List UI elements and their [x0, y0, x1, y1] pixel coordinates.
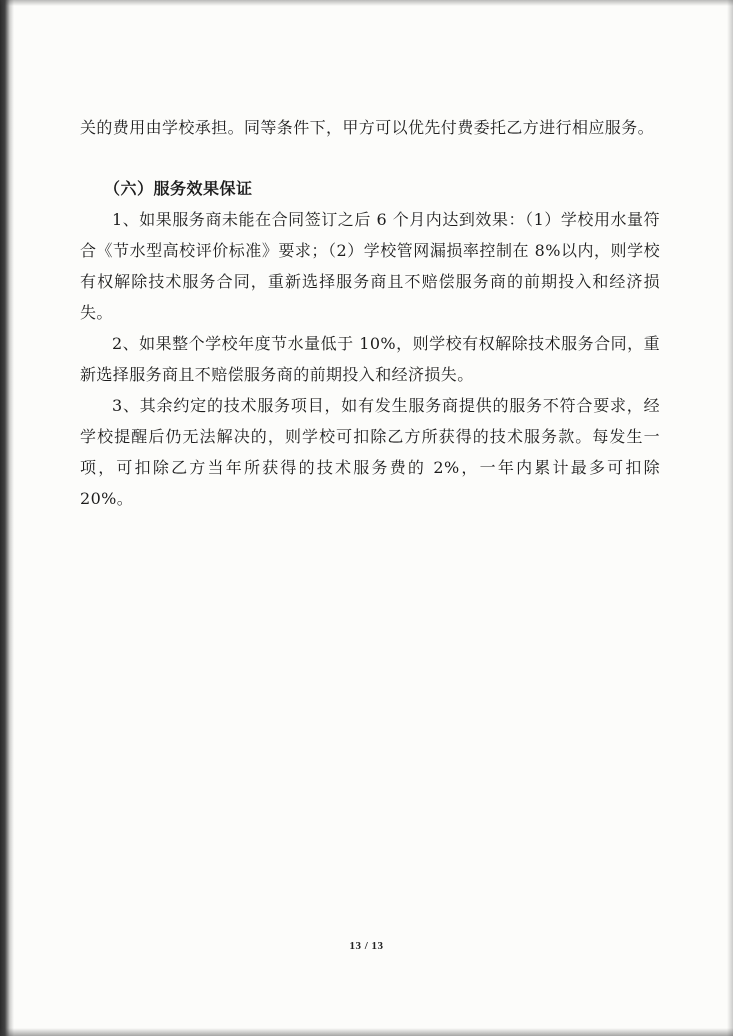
scan-shadow-top — [0, 0, 733, 6]
section-heading: （六）服务效果保证 — [104, 179, 253, 198]
clause-3: 3、其余约定的技术服务项目，如有发生服务商提供的服务不符合要求，经学校提醒后仍无法解决的，则学校可扣除乙方所获得的技术服务款。每发生一项，可扣除乙方当年所获得的技术服务费的 2%，一年内累计最多可扣除 20%。 — [80, 396, 660, 508]
scan-shadow-left — [0, 0, 14, 1036]
scan-shadow-right — [727, 0, 733, 1036]
clause-2: 2、如果整个学校年度节水量低于 10%，则学校有权解除技术服务合同，重新选择服务商且不赔偿服务商的前期投入和经济损失。 — [80, 334, 660, 384]
page-number: 13 / 13 — [349, 940, 384, 952]
scan-shadow-bottom — [0, 1028, 733, 1036]
document-body — [80, 112, 660, 514]
clause-1: 1、如果服务商未能在合同签订之后 6 个月内达到效果：（1）学校用水量符合《节水型高校评价标准》要求；（2）学校管网漏损率控制在 8%以内，则学校有权解除技术服务合同，重新选择服务商且不赔偿服务商的前期投入和经济损失。 — [80, 210, 660, 322]
continued-paragraph: 关的费用由学校承担。同等条件下，甲方可以优先付费委托乙方进行相应服务。 — [80, 118, 655, 137]
